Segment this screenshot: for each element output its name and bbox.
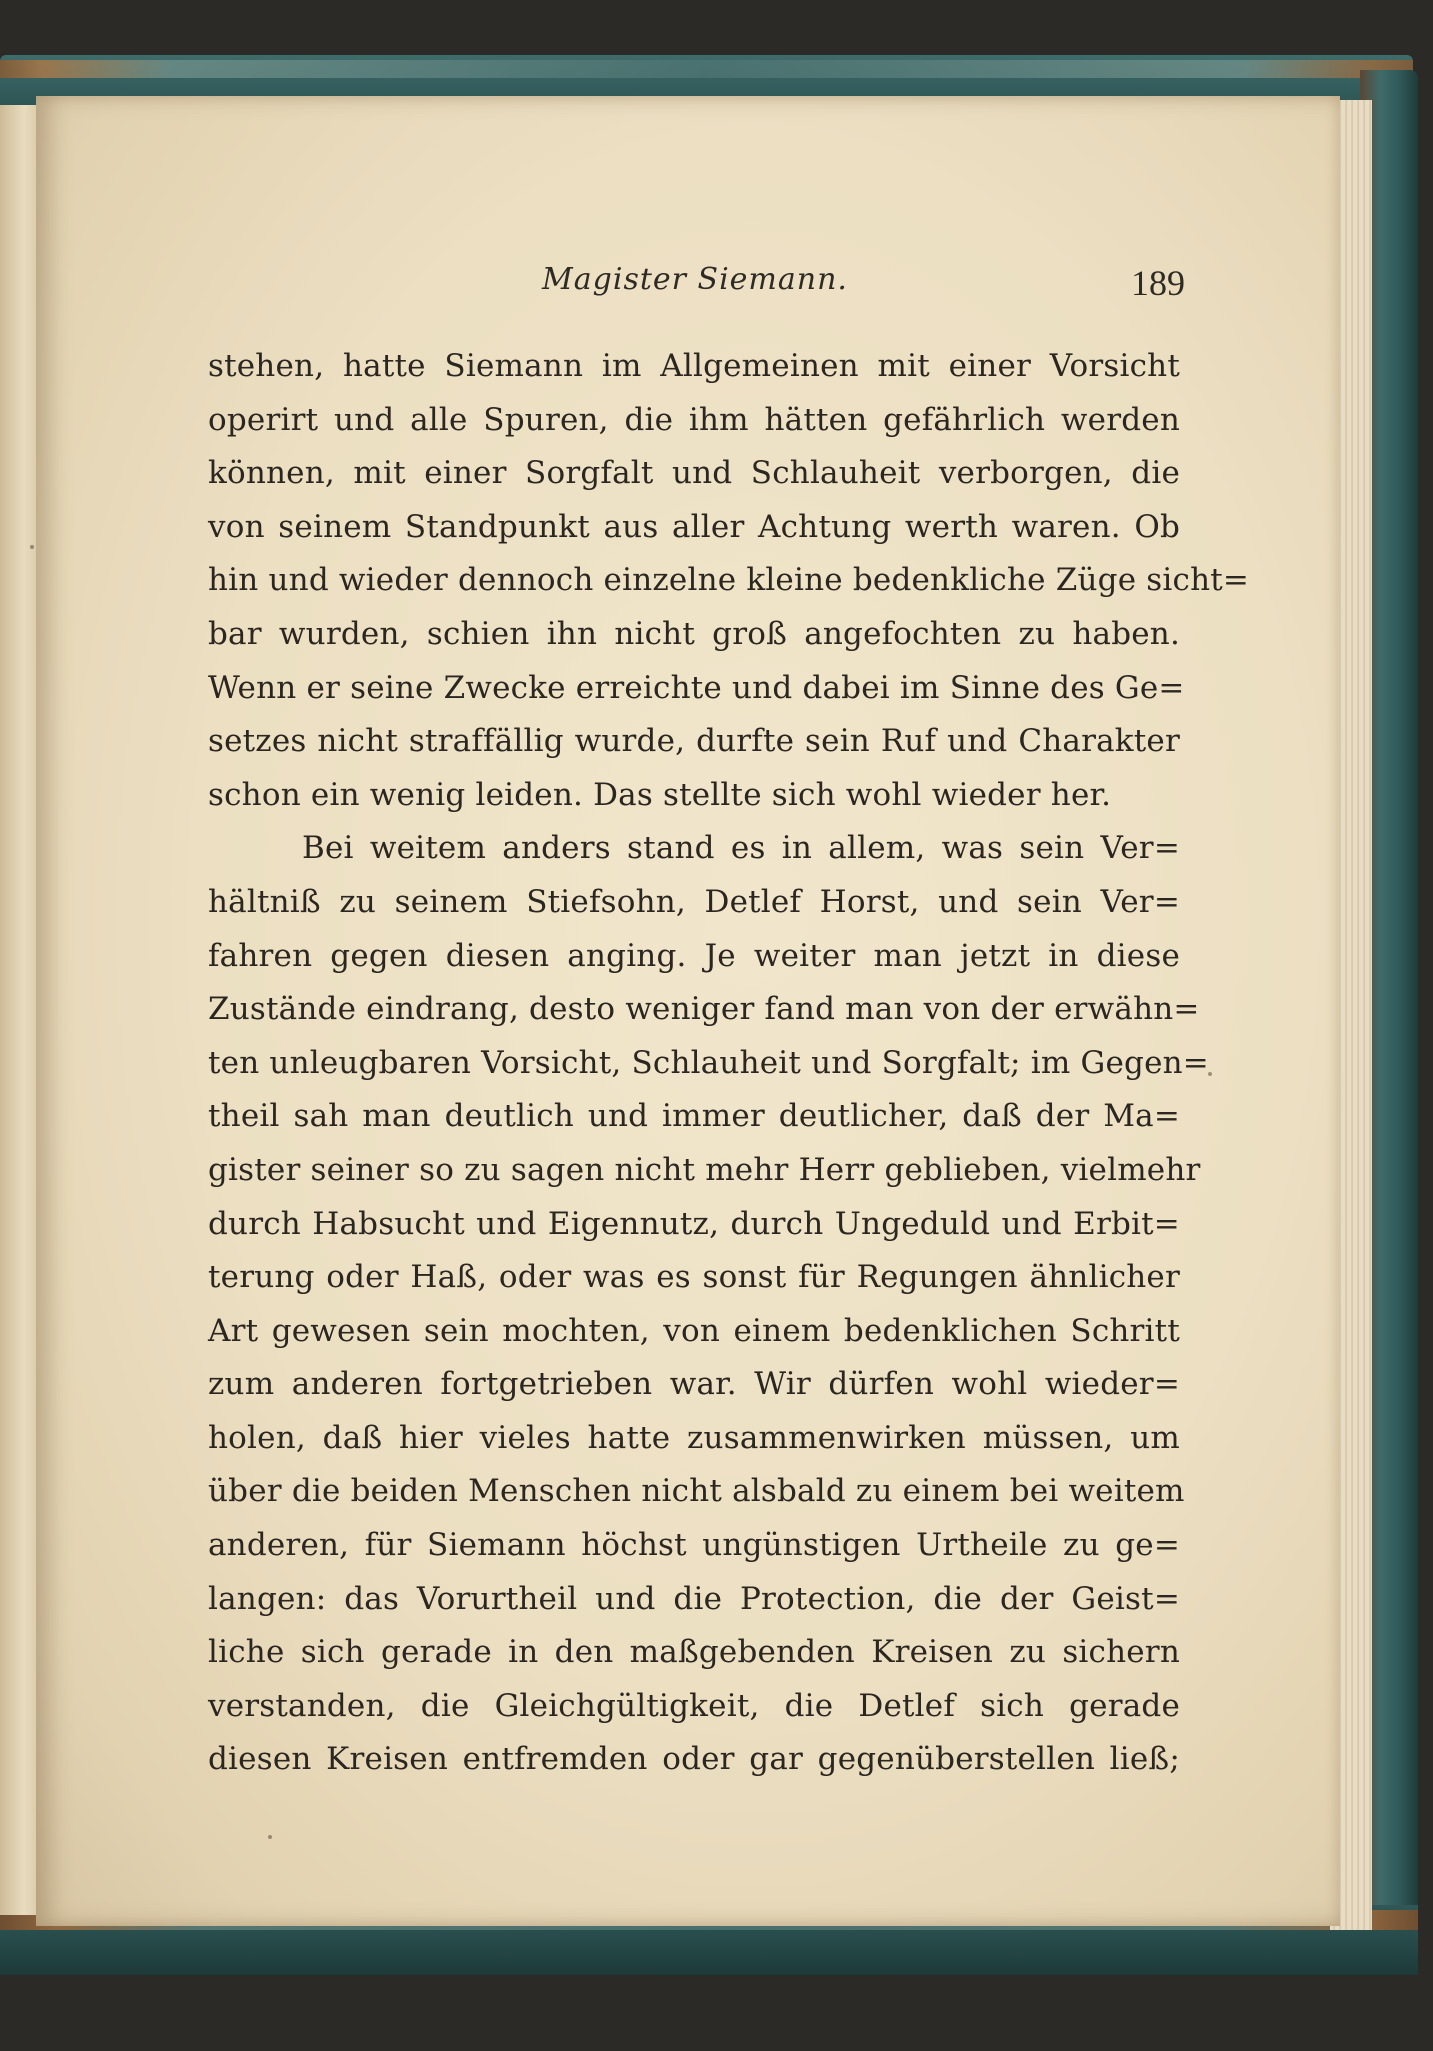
body-text (208, 340, 1250, 1787)
text-line: von seinem Standpunkt aus aller Achtung werth waren. Ob (208, 508, 1180, 545)
left-page-sliver (0, 105, 40, 1915)
text-line: über die beiden Menschen nicht alsbald zu einem bei weitem (208, 1473, 1185, 1510)
text-line: setzes nicht straffällig wurde, durfte sein Ruf und Charakter (208, 723, 1180, 760)
paper-speck (30, 545, 34, 549)
cover-top-leather-edge (0, 60, 1413, 78)
text-line: durch Habsucht und Eigennutz, durch Ungeduld und Erbit= (208, 1205, 1180, 1242)
paper-speck (268, 1835, 272, 1839)
page-number: 189 (1131, 263, 1185, 303)
paper-speck (1208, 1072, 1212, 1076)
text-line: stehen, hatte Siemann im Allgemeinen mit einer Vorsicht (208, 348, 1180, 384)
text-line: gister seiner so zu sagen nicht mehr Herr geblieben, vielmehr (208, 1151, 1201, 1188)
text-line: diesen Kreisen entfremden oder gar gegenüberstellen ließ; (208, 1741, 1180, 1778)
text-line: liche sich gerade in den maßgebenden Kreisen zu sichern (208, 1634, 1180, 1671)
text-line: ten unleugbaren Vorsicht, Schlauheit und Sorgfalt; im Gegen= (208, 1044, 1209, 1081)
text-line: hältniß zu seinem Stiefsohn, Detlef Horst, und sein Ver= (208, 883, 1180, 920)
text-line: operirt und alle Spuren, die ihm hätten gefährlich werden (208, 401, 1180, 438)
text-line: langen: das Vorurtheil und die Protection, die der Geist= (208, 1580, 1180, 1617)
text-line: schon ein wenig leiden. Das stellte sich wohl wieder her. (208, 776, 1112, 813)
text-line: hin und wieder dennoch einzelne kleine bedenkliche Züge sicht= (208, 562, 1250, 599)
text-line: theil sah man deutlich und immer deutlicher, daß der Ma= (208, 1098, 1180, 1135)
text-line: bar wurden, schien ihn nicht groß angefochten zu haben. (208, 615, 1180, 652)
text-line: holen, daß hier vieles hatte zusammenwirken müssen, um (208, 1419, 1180, 1456)
text-line: fahren gegen diesen anging. Je weiter man jetzt in diese (208, 937, 1180, 974)
text-line: Art gewesen sein mochten, von einem bedenklichen Schritt (208, 1312, 1180, 1349)
text-line: können, mit einer Sorgfalt und Schlauheit verborgen, die (208, 455, 1180, 492)
text-line: verstanden, die Gleichgültigkeit, die Detlef sich gerade (208, 1687, 1180, 1724)
text-line: terung oder Haß, oder was es sonst für Regungen ähnlicher (208, 1259, 1180, 1296)
text-line: Zustände eindrang, desto weniger fand man von der erwähn= (208, 991, 1200, 1028)
text-line: zum anderen fortgetrieben war. Wir dürfen wohl wieder= (208, 1366, 1180, 1403)
text-line: anderen, für Siemann höchst ungünstigen Urtheile zu ge= (208, 1527, 1180, 1564)
text-line: Bei weitem anders stand es in allem, was sein Ver= (302, 830, 1180, 867)
page-header (205, 262, 1185, 312)
running-title: Magister Siemann. (542, 262, 848, 297)
text-line: Wenn er seine Zwecke erreichte und dabei im Sinne des Ge= (208, 669, 1185, 706)
